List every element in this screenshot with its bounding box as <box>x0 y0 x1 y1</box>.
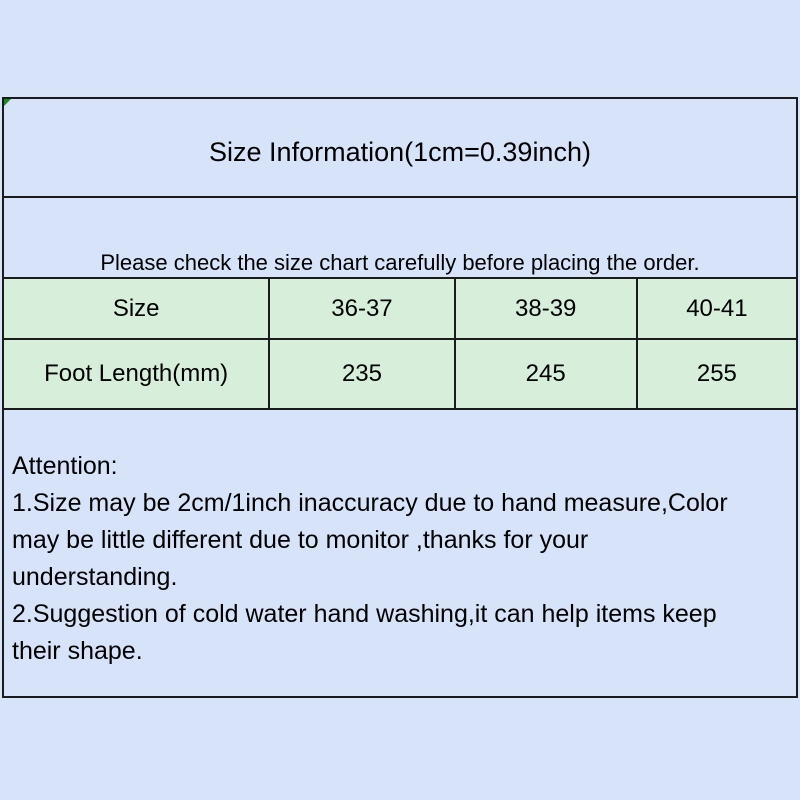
page-title: Size Information(1cm=0.39inch) <box>209 137 591 167</box>
size-info-panel <box>2 97 798 698</box>
attention-section <box>4 410 796 693</box>
table-cell-length-2: 245 <box>455 339 637 409</box>
table-cell-size-3: 40-41 <box>637 279 796 339</box>
attention-line: understanding. <box>12 563 178 591</box>
table-cell-size-2: 38-39 <box>455 279 637 339</box>
table-cell-size-1: 36-37 <box>269 279 454 339</box>
notice-row <box>4 198 796 279</box>
table-cell-length-3: 255 <box>637 339 796 409</box>
table-row-size <box>4 279 796 339</box>
table-cell-length-1: 235 <box>269 339 454 409</box>
attention-line: 2.Suggestion of cold water hand washing,it can help items keep <box>12 600 717 628</box>
table-cell-length-label: Foot Length(mm) <box>4 339 269 409</box>
attention-line: Attention: <box>12 452 118 480</box>
table-row-foot-length <box>4 339 796 409</box>
notice-text: Please check the size chart carefully before placing the order. <box>100 250 700 275</box>
attention-line: may be little different due to monitor ,thanks for your <box>12 526 589 554</box>
table-cell-size-label: Size <box>4 279 269 339</box>
corner-mark <box>4 99 11 106</box>
attention-line: their shape. <box>12 637 143 665</box>
size-table <box>4 279 796 410</box>
attention-line: 1.Size may be 2cm/1inch inaccuracy due to hand measure,Color <box>12 489 728 517</box>
panel-header <box>4 99 796 198</box>
